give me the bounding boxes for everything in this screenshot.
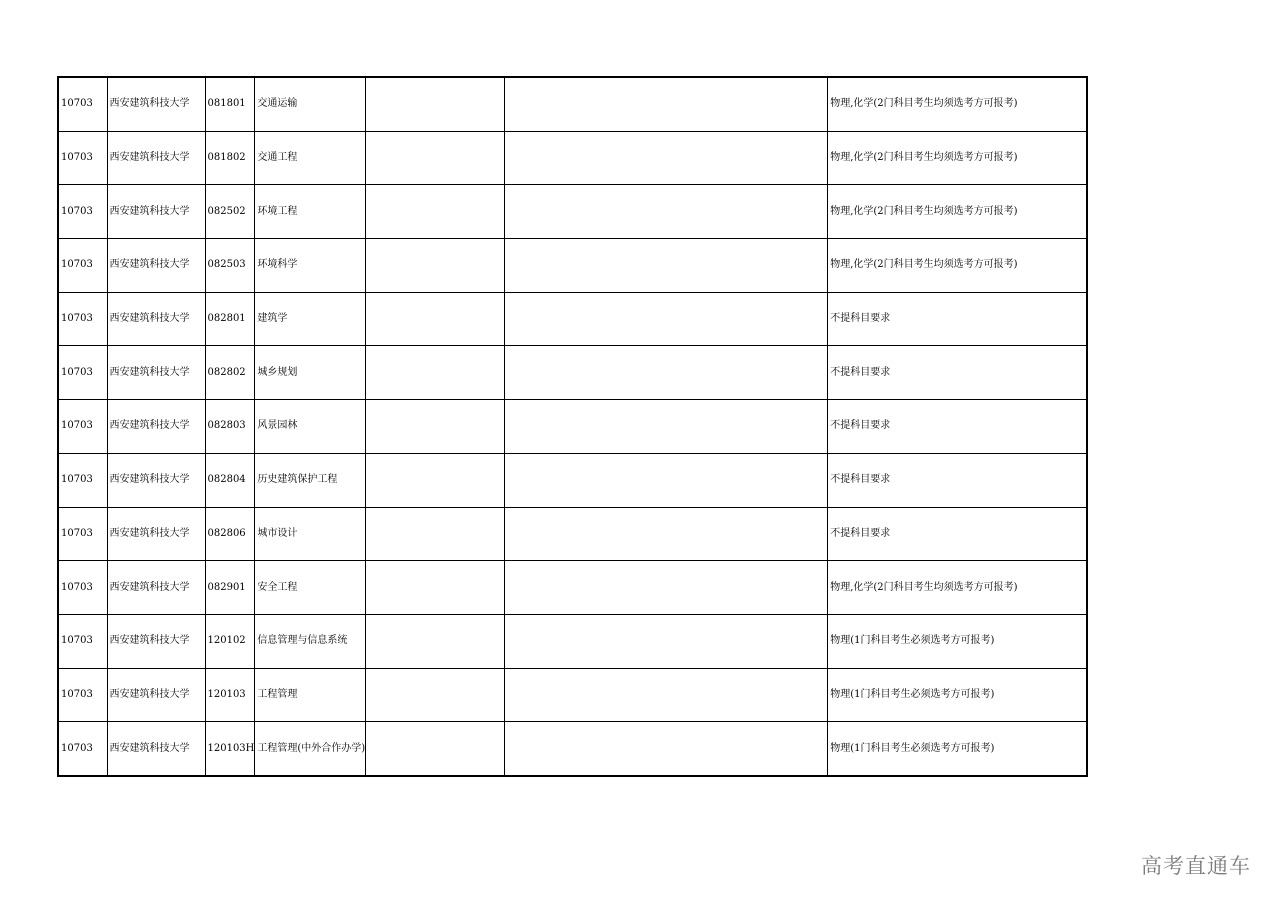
institution-code-cell: 10703: [58, 292, 107, 346]
blank-cell: [366, 292, 505, 346]
blank-cell: [366, 77, 505, 131]
table-row: [58, 292, 1087, 346]
school-name-cell: 西安建筑科技大学: [107, 614, 205, 668]
subject-requirement-cell: 物理,化学(2门科目考生均须选考方可报考): [828, 561, 1087, 615]
subject-requirement-cell: 物理(1门科目考生必须选考方可报考): [828, 722, 1087, 776]
blank-cell: [505, 561, 828, 615]
blank-cell: [366, 507, 505, 561]
institution-code-cell: 10703: [58, 507, 107, 561]
major-name-cell: 城市设计: [255, 507, 366, 561]
blank-cell: [366, 722, 505, 776]
subject-requirement-cell: 不提科目要求: [828, 400, 1087, 454]
blank-cell: [505, 668, 828, 722]
blank-cell: [505, 131, 828, 185]
major-code-cell: 082503: [205, 239, 255, 293]
blank-cell: [366, 561, 505, 615]
school-name-cell: 西安建筑科技大学: [107, 239, 205, 293]
institution-code-cell: 10703: [58, 668, 107, 722]
school-name-cell: 西安建筑科技大学: [107, 400, 205, 454]
school-name-cell: 西安建筑科技大学: [107, 292, 205, 346]
blank-cell: [505, 400, 828, 454]
school-name-cell: 西安建筑科技大学: [107, 722, 205, 776]
blank-cell: [366, 131, 505, 185]
major-name-cell: 建筑学: [255, 292, 366, 346]
major-name-cell: 风景园林: [255, 400, 366, 454]
subject-requirement-cell: 物理,化学(2门科目考生均须选考方可报考): [828, 185, 1087, 239]
table-row: [58, 453, 1087, 507]
major-name-cell: 环境科学: [255, 239, 366, 293]
major-code-cell: 120102: [205, 614, 255, 668]
major-name-cell: 工程管理(中外合作办学): [255, 722, 366, 776]
major-name-cell: 交通工程: [255, 131, 366, 185]
subject-requirement-cell: 物理(1门科目考生必须选考方可报考): [828, 668, 1087, 722]
major-name-cell: 历史建筑保护工程: [255, 453, 366, 507]
subject-requirement-cell: 不提科目要求: [828, 346, 1087, 400]
blank-cell: [366, 668, 505, 722]
table-row: [58, 77, 1087, 131]
school-name-cell: 西安建筑科技大学: [107, 668, 205, 722]
blank-cell: [505, 292, 828, 346]
institution-code-cell: 10703: [58, 561, 107, 615]
major-name-cell: 环境工程: [255, 185, 366, 239]
major-code-cell: 082803: [205, 400, 255, 454]
blank-cell: [505, 722, 828, 776]
subject-requirement-cell: 不提科目要求: [828, 507, 1087, 561]
major-code-cell: 082806: [205, 507, 255, 561]
school-name-cell: 西安建筑科技大学: [107, 185, 205, 239]
major-name-cell: 城乡规划: [255, 346, 366, 400]
institution-code-cell: 10703: [58, 131, 107, 185]
institution-code-cell: 10703: [58, 77, 107, 131]
major-code-cell: 082802: [205, 346, 255, 400]
major-code-cell: 082801: [205, 292, 255, 346]
table-row: [58, 131, 1087, 185]
institution-code-cell: 10703: [58, 400, 107, 454]
blank-cell: [505, 185, 828, 239]
table-row: [58, 614, 1087, 668]
subject-requirement-cell: 物理(1门科目考生必须选考方可报考): [828, 614, 1087, 668]
table-row: [58, 346, 1087, 400]
blank-cell: [505, 77, 828, 131]
blank-cell: [505, 239, 828, 293]
blank-cell: [366, 346, 505, 400]
major-code-cell: 082804: [205, 453, 255, 507]
school-name-cell: 西安建筑科技大学: [107, 131, 205, 185]
major-code-cell: 082502: [205, 185, 255, 239]
blank-cell: [366, 185, 505, 239]
major-name-cell: 工程管理: [255, 668, 366, 722]
subject-requirement-cell: 物理,化学(2门科目考生均须选考方可报考): [828, 77, 1087, 131]
table-row: [58, 561, 1087, 615]
subject-requirement-cell: 不提科目要求: [828, 292, 1087, 346]
major-code-cell: 120103H: [205, 722, 255, 776]
table-row: [58, 185, 1087, 239]
subject-requirement-cell: 不提科目要求: [828, 453, 1087, 507]
requirements-table: [57, 76, 1088, 777]
major-name-cell: 安全工程: [255, 561, 366, 615]
school-name-cell: 西安建筑科技大学: [107, 453, 205, 507]
table-body: [58, 77, 1087, 776]
blank-cell: [366, 453, 505, 507]
school-name-cell: 西安建筑科技大学: [107, 346, 205, 400]
institution-code-cell: 10703: [58, 346, 107, 400]
subject-requirement-cell: 物理,化学(2门科目考生均须选考方可报考): [828, 239, 1087, 293]
blank-cell: [505, 453, 828, 507]
subject-requirement-cell: 物理,化学(2门科目考生均须选考方可报考): [828, 131, 1087, 185]
major-code-cell: 081802: [205, 131, 255, 185]
blank-cell: [505, 614, 828, 668]
table-row: [58, 239, 1087, 293]
blank-cell: [366, 239, 505, 293]
institution-code-cell: 10703: [58, 239, 107, 293]
institution-code-cell: 10703: [58, 185, 107, 239]
school-name-cell: 西安建筑科技大学: [107, 507, 205, 561]
major-code-cell: 082901: [205, 561, 255, 615]
blank-cell: [505, 346, 828, 400]
institution-code-cell: 10703: [58, 453, 107, 507]
school-name-cell: 西安建筑科技大学: [107, 77, 205, 131]
major-code-cell: 081801: [205, 77, 255, 131]
major-name-cell: 信息管理与信息系统: [255, 614, 366, 668]
blank-cell: [366, 400, 505, 454]
major-name-cell: 交通运输: [255, 77, 366, 131]
major-code-cell: 120103: [205, 668, 255, 722]
table-row: [58, 507, 1087, 561]
institution-code-cell: 10703: [58, 614, 107, 668]
table-row: [58, 668, 1087, 722]
blank-cell: [505, 507, 828, 561]
institution-code-cell: 10703: [58, 722, 107, 776]
blank-cell: [366, 614, 505, 668]
table-row: [58, 722, 1087, 776]
table-row: [58, 400, 1087, 454]
school-name-cell: 西安建筑科技大学: [107, 561, 205, 615]
watermark-text: 高考直通车: [1141, 854, 1251, 878]
